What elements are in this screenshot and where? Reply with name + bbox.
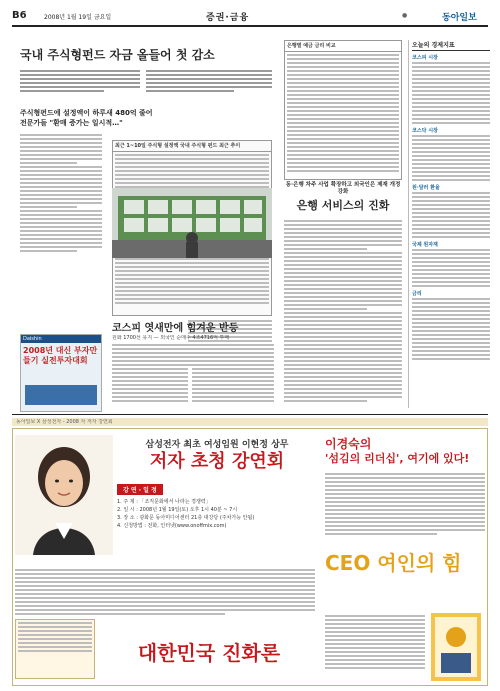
right-ad-desc-2 <box>325 615 425 671</box>
ad-banner <box>25 385 97 405</box>
market-indicator-sidebar <box>408 40 490 408</box>
right-kicker: 동·은행 차주 사업 확장하고 외국인은 제재 개정 강화 <box>285 182 401 195</box>
fund-article-head <box>112 322 272 341</box>
lecture-ad[interactable] <box>12 428 488 686</box>
main-article-intro <box>20 70 140 94</box>
sidebar-section-kospi: 코스피 시장 <box>412 55 438 61</box>
ceo-book-banner <box>325 549 485 609</box>
book-banner <box>99 633 319 673</box>
right-ad-small: 이경숙의 <box>325 437 372 451</box>
author-portrait <box>15 435 113 555</box>
sidebar-section-commodity: 국제 원자재 <box>412 242 438 248</box>
schedule-row-2: 2. 일 시 : 2008년 1월 19일(토) 오후 1시 40분 ~ 7시 <box>117 507 238 513</box>
fund-article-column-1 <box>112 344 188 404</box>
ad-top-text: 동아일보 X 삼성전자 - 2008 자 저자 강연회 <box>16 419 113 425</box>
section-title: 증권·금융 <box>206 13 250 23</box>
header-rule <box>12 25 488 27</box>
lecture-title: 저자 초청 강연회 <box>149 451 285 472</box>
right-ad-big: '섬김의 리더십', 여기에 있다! <box>325 452 470 465</box>
lecture-title-block <box>117 437 317 474</box>
main-article-lead <box>20 108 272 128</box>
table-title: 최근 1~10일 주식형 설정액 국내 주식형 펀드 최근 추이 <box>113 141 271 152</box>
ad-headline: 2008년 대신 부자만들기 실전투자대회 <box>23 346 98 365</box>
ad-separator <box>12 414 488 415</box>
market-photo <box>112 188 272 258</box>
main-article-intro-2 <box>146 70 272 94</box>
right-ad-title <box>325 435 485 466</box>
photo-frame <box>112 188 272 258</box>
main-headline: 국내 주식형펀드 자금 올들어 첫 감소 <box>20 48 215 62</box>
brand-logo: 동아일보 <box>442 13 477 23</box>
ad-brand: Daishin <box>21 335 101 343</box>
issue-date: 2008년 1월 19일 금요일 <box>44 14 112 21</box>
rate-box-title: 은행별 예금 금리 비교 <box>285 41 401 52</box>
right-headline: 은행 서비스의 진화 <box>296 199 390 212</box>
sub-lead-text: 전문가들 "환매 증가는 일시적…" <box>20 119 123 127</box>
right-ad-desc <box>325 473 485 537</box>
daishin-ad[interactable] <box>20 334 102 412</box>
book-title: 대한민국 진화론 <box>137 641 281 665</box>
rate-compare-box <box>284 40 402 180</box>
lecture-subtitle: 삼성전자 최초 여성임원 이현정 상무 <box>145 440 289 450</box>
article-column-1 <box>20 134 102 254</box>
lecture-desc <box>15 569 315 617</box>
schedule-label: 강 연 · 일 정 <box>117 484 163 495</box>
page-number: B6 <box>12 10 27 21</box>
sidebar-title: 오늘의 경제지표 <box>412 40 490 51</box>
schedule-row-4: 4. 신청방법 : 전화, 인터넷(www.onoffmix.com) <box>117 523 227 529</box>
book-cover-left <box>15 619 95 679</box>
schedule-row-3: 3. 장 소 : 광화문 동아미디어센터 21층 대강당 (주차가능 안됨) <box>117 515 255 521</box>
sidebar-section-kosdaq: 코스닥 시장 <box>412 128 438 134</box>
right-article-body <box>284 220 402 404</box>
lecture-schedule <box>117 477 317 530</box>
right-article-head <box>284 182 402 214</box>
lead-text: 주식형펀드에 설정액이 하루새 480억 줄어 <box>20 109 153 117</box>
ceo-book-cover <box>431 613 481 681</box>
fund-subhead: 원화 1700선 유지 — 외국인 순매수 4조4716억 투매 <box>112 335 230 341</box>
ad-top-strip <box>12 418 488 426</box>
main-headline-block <box>20 48 260 63</box>
fund-article-column-2 <box>192 344 274 404</box>
fund-headline: 코스피 엿새만에 힘겨운 반등 <box>112 323 239 334</box>
sidebar-section-rates: 금리 <box>412 291 422 297</box>
sidebar-section-fx: 원·달러 환율 <box>412 185 440 191</box>
page-header: B6 2008년 1월 19일 금요일 증권·금융 ● 동아일보 <box>12 10 477 23</box>
ceo-book-title: CEO 여인의 힘 <box>325 551 462 575</box>
schedule-row-1: 1. 주 제 : 「조직문화에서 나라는 경쟁력」 <box>117 499 211 505</box>
